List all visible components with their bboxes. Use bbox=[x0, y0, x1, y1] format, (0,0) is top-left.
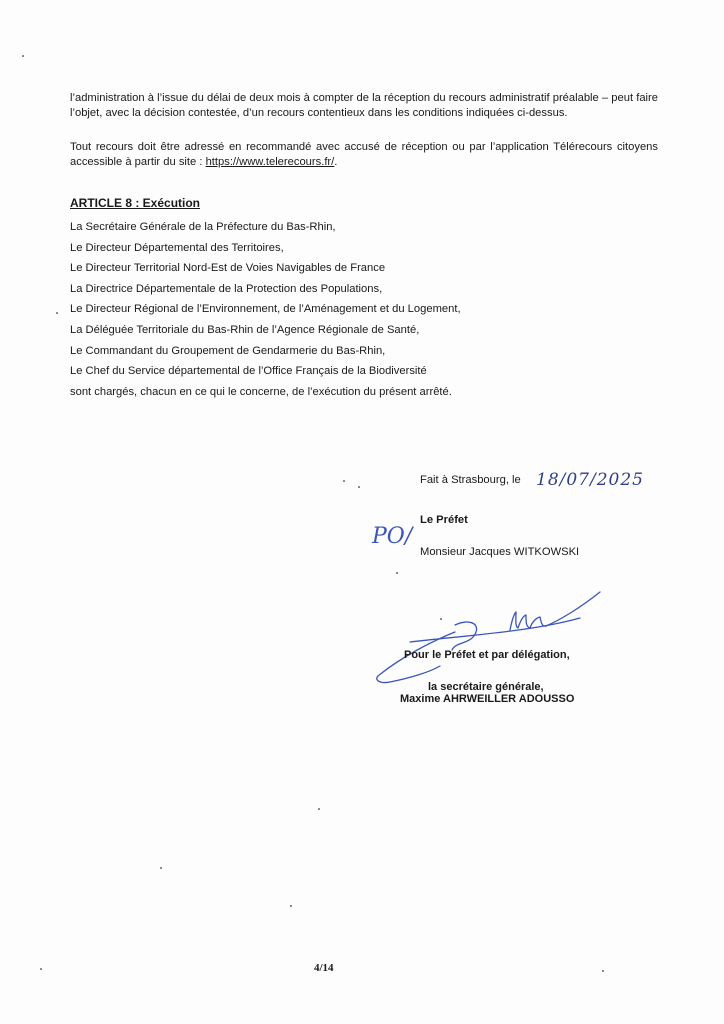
secretary-general-name: Maxime AHRWEILLER ADOUSSO bbox=[400, 693, 575, 705]
telerecours-text: Tout recours doit être adressé en recommandé avec accusé de réception ou par l’application Télérecours citoyens accessible à partir du site : bbox=[70, 141, 658, 168]
scan-speck bbox=[40, 968, 42, 970]
prefet-title: Le Préfet bbox=[420, 514, 468, 526]
scan-speck bbox=[290, 905, 292, 907]
scan-speck bbox=[22, 55, 24, 57]
telerecours-link[interactable]: https://www.telerecours.fr/ bbox=[205, 155, 335, 168]
delegation-line: Pour le Préfet et par délégation, bbox=[404, 649, 570, 661]
telerecours-end: . bbox=[334, 155, 338, 168]
scan-speck bbox=[318, 808, 320, 810]
execution-item: La Déléguée Territoriale du Bas-Rhin de l’Agence Régionale de Santé, bbox=[70, 323, 420, 336]
prefet-name: Monsieur Jacques WITKOWSKI bbox=[420, 546, 580, 558]
scan-speck bbox=[602, 970, 604, 972]
execution-item: La Secrétaire Générale de la Préfecture du Bas-Rhin, bbox=[70, 221, 336, 233]
scan-speck bbox=[396, 572, 398, 574]
scan-speck bbox=[343, 480, 345, 482]
scan-speck bbox=[160, 867, 162, 869]
execution-item: La Directrice Départementale de la Protection des Populations, bbox=[70, 282, 383, 295]
page-number: 4/14 bbox=[314, 962, 334, 974]
execution-item: Le Directeur Régional de l’Environnement, de l’Aménagement et du Logement, bbox=[70, 303, 461, 316]
execution-list bbox=[70, 220, 461, 405]
execution-item: Le Directeur Départemental des Territoires, bbox=[70, 241, 284, 254]
handwritten-date: 18/07/2025 bbox=[536, 470, 644, 490]
place-date-label: Fait à Strasbourg, le bbox=[420, 474, 521, 486]
article-8-title: ARTICLE 8 : Exécution bbox=[70, 196, 201, 210]
scan-speck bbox=[56, 312, 58, 314]
execution-closing: sont chargés, chacun en ce qui le concerne, de l’exécution du présent arrêté. bbox=[70, 385, 452, 398]
scan-speck bbox=[440, 618, 442, 620]
execution-item: Le Directeur Territorial Nord-Est de Voies Navigables de France bbox=[70, 262, 386, 275]
secretary-general-title: la secrétaire générale, bbox=[428, 681, 544, 693]
telerecours-paragraph bbox=[70, 140, 658, 169]
handwritten-signature-icon bbox=[360, 580, 620, 690]
po-handwritten-mark: PO/ bbox=[372, 524, 413, 549]
recours-paragraph-continued: l’administration à l’issue du délai de deux mois à compter de la réception du recours administratif préalable – peut faire l’objet, avec la décision contestée, d’un recours contentieux dans les conditions indiquées ci-dessus. bbox=[70, 92, 658, 119]
scan-speck bbox=[358, 486, 360, 488]
execution-item: Le Chef du Service départemental de l’Office Français de la Biodiversité bbox=[70, 365, 427, 378]
execution-item: Le Commandant du Groupement de Gendarmerie du Bas-Rhin, bbox=[70, 344, 386, 357]
